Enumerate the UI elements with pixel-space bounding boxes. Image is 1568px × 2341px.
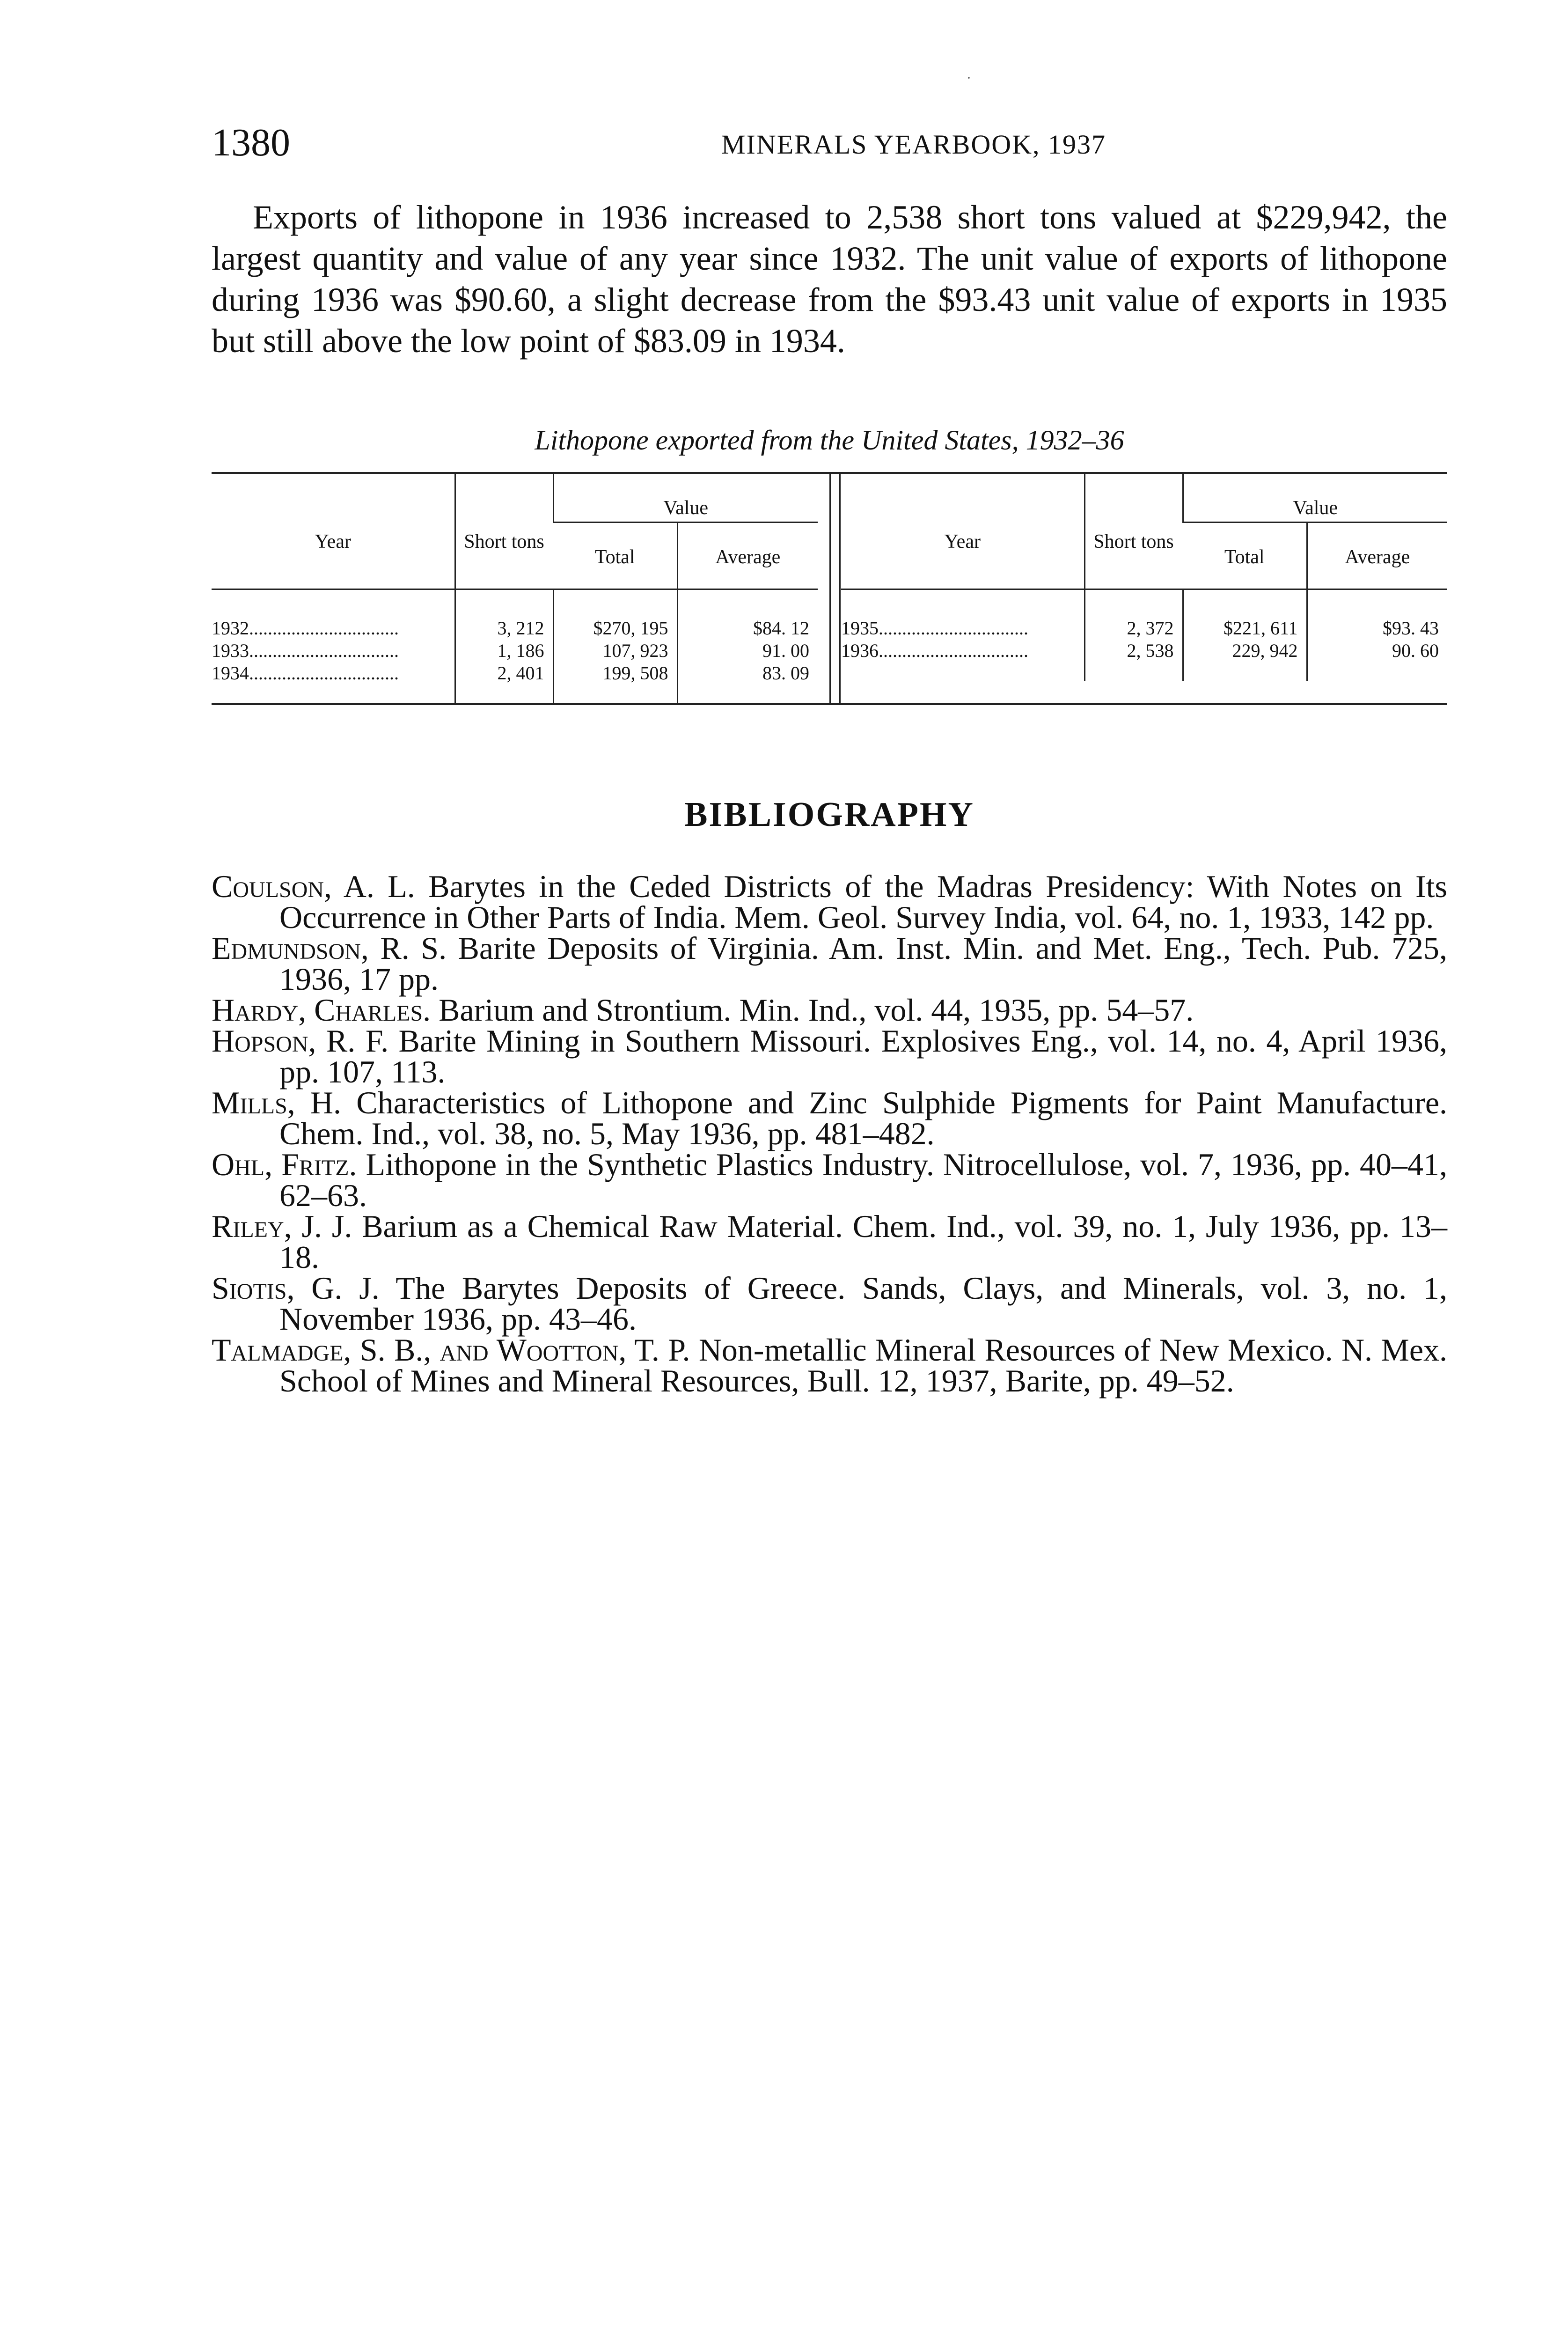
average-value-cell: $84. 12 [677, 589, 818, 640]
exports-table-frame [212, 472, 1447, 705]
bibliography-entry [212, 1208, 1447, 1275]
table-row [212, 662, 818, 703]
bibliography-entry [212, 871, 1447, 933]
total-value-cell: $221, 611 [1183, 589, 1307, 640]
short-tons-cell: 2, 372 [1084, 589, 1183, 640]
bibliography-entry [212, 992, 1447, 1028]
col-header-short-tons: Short tons [455, 474, 553, 589]
bibliography-citation: Barite Mining in Southern Missouri. Explosives Eng., vol. 14, no. 4, April 1936, pp. 107, 113. [279, 1023, 1448, 1090]
bibliography-author: Hopson, R. F. [212, 1023, 389, 1059]
bibliography-citation: Barytes in the Ceded Districts of the Madras Presidency: With Notes on Its Occurrence in Other Parts of India. Mem. Geol. Survey India, vol. 64, no. 1, 1933, 142 pp. [279, 869, 1447, 935]
stray-mark: · [967, 70, 971, 86]
average-value-cell: 83. 09 [677, 662, 818, 703]
short-tons-cell: 2, 401 [455, 662, 553, 703]
bibliography-entry [212, 1332, 1448, 1399]
bibliography-author: Edmundson, R. S. [212, 930, 447, 966]
table-row [841, 640, 1447, 681]
page-header [212, 119, 1447, 171]
bibliography-citation: Barium and Strontium. Min. Ind., vol. 44, 1935, pp. 54–57. [431, 992, 1194, 1028]
bibliography-citation: The Barytes Deposits of Greece. Sands, Clays, and Minerals, vol. 3, no. 1, November 1936, pp. 43–46. [279, 1270, 1447, 1337]
col-header-total: Total [1183, 523, 1307, 589]
short-tons-cell: 1, 186 [455, 640, 553, 662]
bibliography-citation: Barite Deposits of Virginia. Am. Inst. Min. and Met. Eng., Tech. Pub. 725, 1936, 17 pp. [279, 930, 1448, 997]
col-header-value: Value [1183, 474, 1447, 523]
bibliography-entry [212, 930, 1448, 997]
bibliography-author: Siotis, G. J. [212, 1270, 380, 1306]
bibliography-citation: Non-metallic Mineral Resources of New Mexico. N. Mex. School of Mines and Mineral Resources, Bull. 12, 1937, Barite, pp. 49–52. [279, 1332, 1448, 1399]
total-value-cell: 229, 942 [1183, 640, 1307, 681]
exports-table-left [212, 474, 818, 703]
col-header-value: Value [553, 474, 818, 523]
bibliography-list [212, 869, 1448, 1399]
exports-table-right-body [841, 589, 1447, 681]
bibliography-author: Talmadge, S. B., and Wootton, T. P. [212, 1332, 690, 1368]
col-header-year: Year [315, 530, 351, 552]
total-value-cell: 199, 508 [553, 662, 677, 703]
bibliography-citation: Characteristics of Lithopone and Zinc Sulphide Pigments for Paint Manufacture. Chem. Ind., vol. 38, no. 5, May 1936, pp. 481–482. [279, 1085, 1448, 1151]
total-value-cell: $270, 195 [553, 589, 677, 640]
year-cell: 1932................................ [212, 618, 399, 639]
exports-table-left-body [212, 589, 818, 704]
bibliography-author: Hardy, Charles. [212, 992, 431, 1028]
bibliography-entry [212, 1149, 1447, 1211]
bibliography-author: Ohl, Fritz. [212, 1147, 357, 1182]
short-tons-cell: 3, 212 [455, 589, 553, 640]
year-cell: 1936................................ [841, 640, 1028, 661]
table-row [212, 640, 818, 662]
average-value-cell: 90. 60 [1307, 640, 1447, 681]
bibliography-author: Riley, J. J. [212, 1208, 352, 1244]
bibliography-citation: Barium as a Chemical Raw Material. Chem. Ind., vol. 39, no. 1, July 1936, pp. 13–18. [279, 1208, 1447, 1275]
bibliography-citation: Lithopone in the Synthetic Plastics Industry. Nitrocellulose, vol. 7, 1936, pp. 40–41, 62–63. [279, 1147, 1447, 1213]
page-number: 1380 [212, 121, 290, 164]
bibliography-entry [212, 1023, 1448, 1090]
bibliography-heading: BIBLIOGRAPHY [684, 795, 975, 834]
col-header-short-tons: Short tons [1084, 474, 1183, 589]
year-cell: 1934................................ [212, 663, 399, 684]
bibliography-entry [212, 1087, 1447, 1149]
table-row [212, 589, 818, 640]
bibliography-author: Coulson, A. L. [212, 869, 415, 904]
running-title: MINERALS YEARBOOK, 1937 [721, 129, 1106, 160]
col-header-average: Average [1307, 523, 1447, 589]
exports-table [212, 472, 1447, 705]
bibliography-author: Mills, H. [212, 1085, 342, 1120]
exports-table-right [841, 474, 1447, 681]
table-center-divider [829, 474, 841, 703]
col-header-average: Average [677, 523, 818, 589]
intro-paragraph: Exports of lithopone in 1936 increased to 2,538 short tons valued at $229,942, the largest quantity and value of any year since 1932. The unit value of exports of lithopone during 1936 was $90.60, a slight decrease from the $93.43 unit value of exports in 1935 but still above the low point of $83.09 in 1934. [212, 199, 1447, 360]
bibliography-entry [212, 1270, 1447, 1337]
average-value-cell: 91. 00 [677, 640, 818, 662]
average-value-cell: $93. 43 [1307, 589, 1447, 640]
year-cell: 1933................................ [212, 640, 399, 661]
short-tons-cell: 2, 538 [1084, 640, 1183, 681]
total-value-cell: 107, 923 [553, 640, 677, 662]
col-header-total: Total [553, 523, 677, 589]
year-cell: 1935................................ [841, 618, 1028, 639]
table-row [841, 589, 1447, 640]
table-caption: Lithopone exported from the United States, 1932–36 [535, 425, 1124, 456]
col-header-year: Year [944, 530, 981, 552]
